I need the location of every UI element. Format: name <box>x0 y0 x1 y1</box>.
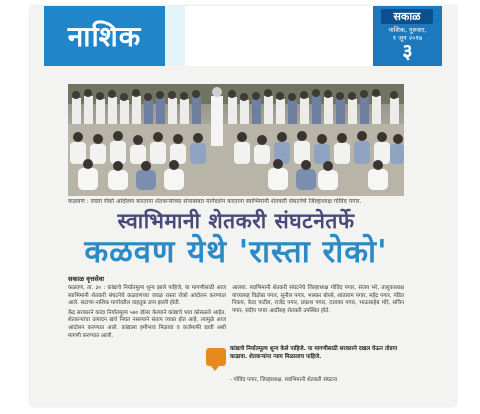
newspaper-page <box>30 6 456 406</box>
speech-bubble-icon <box>206 348 226 366</box>
city-section-title: नाशिक <box>44 6 165 66</box>
article-paragraph: कळवण, ता. ३० : कांद्याचे निर्यातमूल्य शून्य झाले पाहिजे, या मागणीसाठी आज स्वाभिमानी शेतकरी संघटनेचे कळवणच्या जवळ रास्ता रोको आंदोलन करण्यात आले. सटाणा-नाशिक मार्गावरील वाहतूक ठप्प झाली होती. <box>68 285 226 307</box>
article-paragraph: केंद्र सरकारने कांदा निर्यातमूल्य ५७० डॉलर केल्याने कांद्याचे भाव कोसळले आहेत. शेतकऱ्यांचा उत्पादन खर्च निघत नसल्याने संताप व्यक्त होत आहे. त्यामुळे आज आंदोलन करण्यात आले. कांद्याला हमीभाव मिळावा व कर्जमाफी द्यावी अशी मागणी करण्यात आली. <box>68 309 226 339</box>
article-kicker: स्वाभिमानी शेतकरी संघटनेतर्फे <box>117 209 355 233</box>
protest-photo-illustration <box>68 84 404 196</box>
pull-quote <box>206 346 404 396</box>
header-blank-band <box>185 6 373 66</box>
masthead <box>373 6 442 66</box>
pull-quote-text: कांद्याचे निर्यातमूल्य शून्य केले पाहिजे. या मागणीसाठी सरकारने दखल घेऊन तोडगा काढावा. शेतकऱ्यांना न्याय मिळालाच पाहिजे. <box>230 346 398 360</box>
newspaper-logo: सकाळ <box>381 9 433 24</box>
article-byline: सकाळ वृत्तसेवा <box>68 275 105 283</box>
article-column-right <box>232 285 404 317</box>
photo-caption: कळवण : रास्ता रोको आंदोलन करताना शेतकऱ्यांच्या संपाबाबत मार्गदर्शन करताना स्वाभिमानी शेतकरी संघटनेचे जिल्हाध्यक्ष गोविंद पगार. <box>68 198 362 205</box>
article-column-left <box>68 285 226 342</box>
article-paragraph: आलया. स्वाभिमानी शेतकरी संघटनेचे जिल्हाध्यक्ष गोविंद पगार, संजय भरे, तालुकाध्यक्ष यांच्यासह विठोबा पगार, सुनील पगार, भास्कर बोरसे, शांताराम पगार, महेंद्र पगार, पंडित निकम, केदा पाटील, राजेंद्र पगार, प्रकाश पगार, दत्तात्रय पगार, भाऊसाहेब मोरे, सचिन पगार, संदीप पगार आदींसह शेतकरी उपस्थित होते. <box>232 285 404 314</box>
article-headline: कळवण येथे 'रास्ता रोको' <box>84 234 388 270</box>
page-header <box>44 6 442 66</box>
page-number: ३ <box>402 39 413 63</box>
protest-photo <box>68 84 404 196</box>
edition-date-line1: नाशिक, गुरुवार, <box>388 26 427 34</box>
header-divider <box>165 6 185 66</box>
pull-quote-author: - गोविंद पगार, जिल्हाध्यक्ष, स्वाभिमानी शेतकरी संघटना <box>230 377 338 383</box>
edition-date-line2: १ जून २०१७ <box>392 34 423 42</box>
